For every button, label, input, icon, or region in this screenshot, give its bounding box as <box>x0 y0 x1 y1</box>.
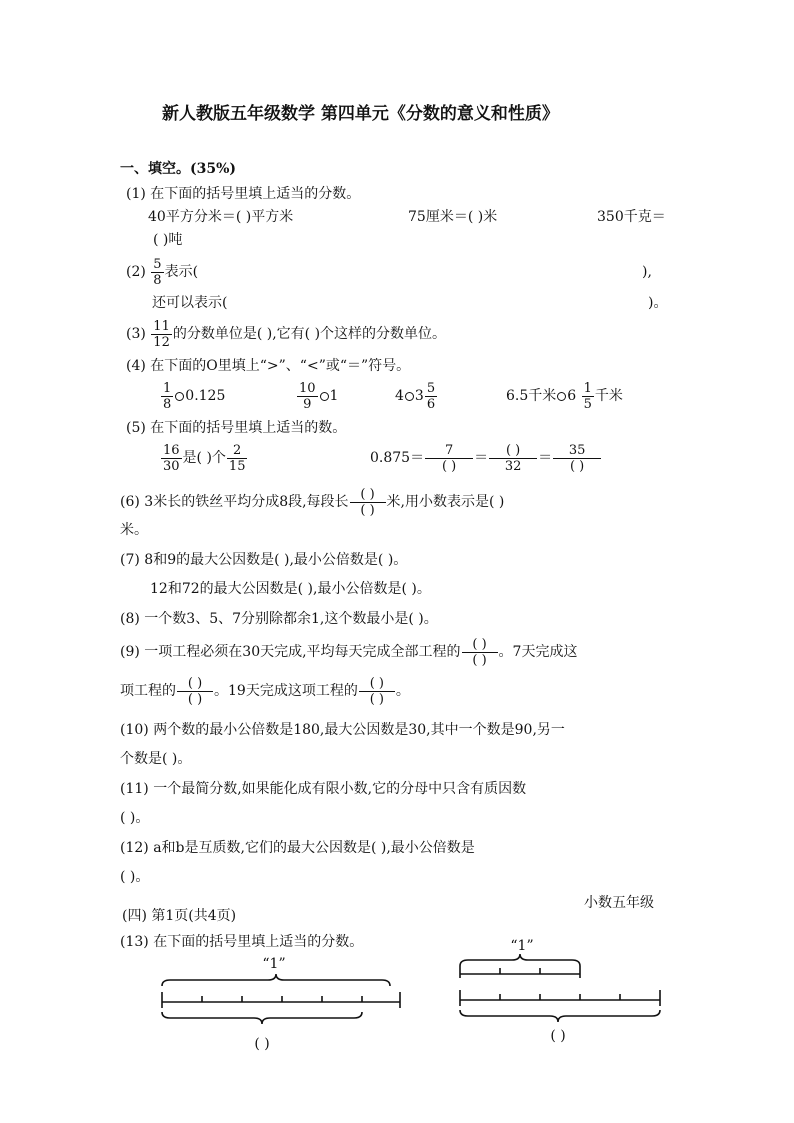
q9-line1: (9) 一项工程必须在30天完成,平均每天完成全部工程的 $\frac{( )}{( )}$ 。7天完成这 <box>120 636 578 668</box>
q13-prompt: (13) 在下面的括号里填上适当的分数。 <box>120 934 364 950</box>
q4-item4: 6.5千米 6 $\frac{1}{5}$ 千米 <box>506 380 623 412</box>
q7-line2: 12和72的最大公因数是( ),最小公倍数是( )。 <box>150 581 431 597</box>
q5-item-a: $\frac{16}{30}$ 是( )个 $\frac{2}{15}$ <box>163 442 246 474</box>
circle-blank[interactable] <box>405 392 414 401</box>
circle-blank[interactable] <box>320 392 329 401</box>
q11-line2: ( )。 <box>120 810 150 826</box>
q11-line1: (11) 一个最简分数,如果能化成有限小数,它的分母中只含有质因数 <box>120 781 527 797</box>
q7-line1: (7) 8和9的最大公因数是( ),最小公倍数是( )。 <box>120 552 408 568</box>
q2-fraction: $\frac{5}{8}$ <box>153 256 162 288</box>
q3-line: (3) $\frac{11}{12}$ 的分数单位是( ),它有( )个这样的分数单位。 <box>126 318 447 350</box>
q5-item-b: 0.875＝ $\frac{7}{( )}$ ＝ $\frac{( )}{32}$ ＝ $\frac{35}{( )}$ <box>370 440 602 476</box>
footer-page: (四) 第1页(共4页) <box>122 908 237 924</box>
circle-blank[interactable] <box>175 392 184 401</box>
page-title: 新人教版五年级数学 第四单元《分数的意义和性质》 <box>162 104 559 124</box>
section-heading: 一、填空。(35%) <box>120 161 237 177</box>
bottom-brace <box>460 1010 660 1022</box>
q1-item-b: 75厘米＝( )米 <box>408 209 498 225</box>
q9-line2: 项工程的 $\frac{( )}{( )}$ 。19天完成这项工程的 $\frac{( )}{( )}$ 。 <box>120 675 410 707</box>
q1-item-d: ( )吨 <box>153 232 183 248</box>
q10-line1: (10) 两个数的最小公倍数是180,最大公因数是30,其中一个数是90,另一 <box>120 722 565 738</box>
q2-close2: )。 <box>648 295 668 311</box>
q12-line2: ( )。 <box>120 869 150 885</box>
top-brace <box>460 954 580 966</box>
top-brace <box>162 974 390 986</box>
bottom-brace <box>162 1012 362 1024</box>
q1-prompt: (1) 在下面的括号里填上适当的分数。 <box>126 186 361 202</box>
q6-line1: (6) 3米长的铁丝平均分成8段,每段长 $\frac{( )}{( )}$ 米,用小数表示是( ) <box>120 486 505 518</box>
right-segment-diagram <box>450 930 680 1050</box>
q12-line1: (12) a和b是互质数,它们的最大公因数是( ),最小公倍数是 <box>120 840 475 856</box>
q4-item1: $\frac{1}{8}$ 0.125 <box>163 380 226 412</box>
left-segment-diagram <box>150 950 410 1060</box>
answer-blank[interactable]: ( ) <box>254 1036 270 1052</box>
unit-label: “1” <box>510 938 534 954</box>
footer-grade: 小数五年级 <box>584 895 654 911</box>
q6-line2: 米。 <box>120 522 148 538</box>
q8-line: (8) 一个数3、5、7分别除都余1,这个数最小是( )。 <box>120 611 438 627</box>
q3-fraction: $\frac{11}{12}$ <box>153 318 170 350</box>
unit-label: “1” <box>262 956 286 972</box>
q10-line2: 个数是( )。 <box>120 751 192 767</box>
q4-prompt: (4) 在下面的O里填上“>”、“<”或“＝”符号。 <box>126 358 411 374</box>
q4-item2: $\frac{10}{9}$ 1 <box>299 380 339 412</box>
q2-close: ), <box>642 264 652 280</box>
q1-item-c: 350千克＝ <box>597 209 666 225</box>
answer-blank[interactable]: ( ) <box>550 1028 566 1044</box>
q2-line2: 还可以表示( <box>152 295 228 311</box>
q1-item-a: 40平方分米＝( )平方米 <box>148 209 294 225</box>
circle-blank[interactable] <box>557 392 566 401</box>
q4-item3: 4 3 $\frac{5}{6}$ <box>395 380 436 412</box>
q2-line1: (2) $\frac{5}{8}$ 表示( <box>126 256 199 288</box>
q5-prompt: (5) 在下面的括号里填上适当的数。 <box>126 420 347 436</box>
